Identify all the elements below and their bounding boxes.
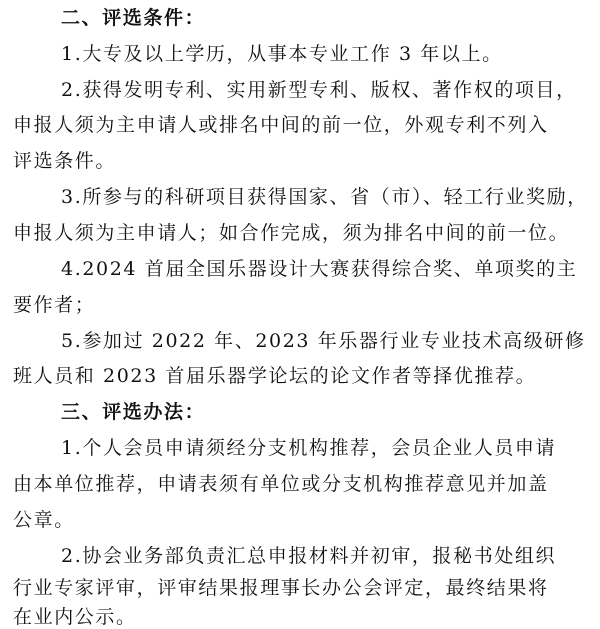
method-item-1-line-3: 公章。	[13, 508, 75, 531]
method-item-2-line-2: 行业专家评审，评审结果报理事长办公会评定，最终结果将	[13, 576, 549, 599]
criteria-item-1: 1.大专及以上学历，从事本专业工作 3 年以上。	[61, 42, 503, 65]
section-heading-criteria: 二、评选条件：	[61, 6, 206, 29]
section-heading-method: 三、评选办法：	[61, 401, 206, 424]
criteria-item-3-line-2: 申报人须为主申请人；如合作完成，须为排名中间的前一位。	[13, 221, 570, 244]
method-item-2-line-1: 2.协会业务部负责汇总申报材料并初审，报秘书处组织	[61, 544, 557, 567]
method-item-1-line-1: 1.个人会员申请须经分支机构推荐，会员企业人员申请	[61, 437, 557, 460]
criteria-item-2-line-1: 2.获得发明专利、实用新型专利、版权、著作权的项目，	[61, 78, 577, 101]
criteria-item-2-line-2: 申报人须为主申请人或排名中间的前一位，外观专利不列入	[13, 114, 549, 137]
criteria-item-5-line-1: 5.参加过 2022 年、2023 年乐器行业专业技术高级研修	[61, 329, 586, 352]
criteria-item-4-line-2: 要作者；	[13, 293, 96, 316]
method-item-1-line-2: 由本单位推荐，申请表须有单位或分支机构推荐意见并加盖	[13, 472, 549, 495]
criteria-item-5-line-2: 班人员和 2023 首届乐器学论坛的论文作者等择优推荐。	[13, 365, 537, 388]
method-item-2-line-3: 在业内公示。	[13, 605, 137, 628]
criteria-item-4-line-1: 4.2024 首届全国乐器设计大赛获得综合奖、单项奖的主	[61, 257, 578, 280]
criteria-item-3-line-1: 3.所参与的科研项目获得国家、省（市）、轻工行业奖励，	[61, 186, 588, 209]
criteria-item-2-line-3: 评选条件。	[13, 150, 117, 173]
